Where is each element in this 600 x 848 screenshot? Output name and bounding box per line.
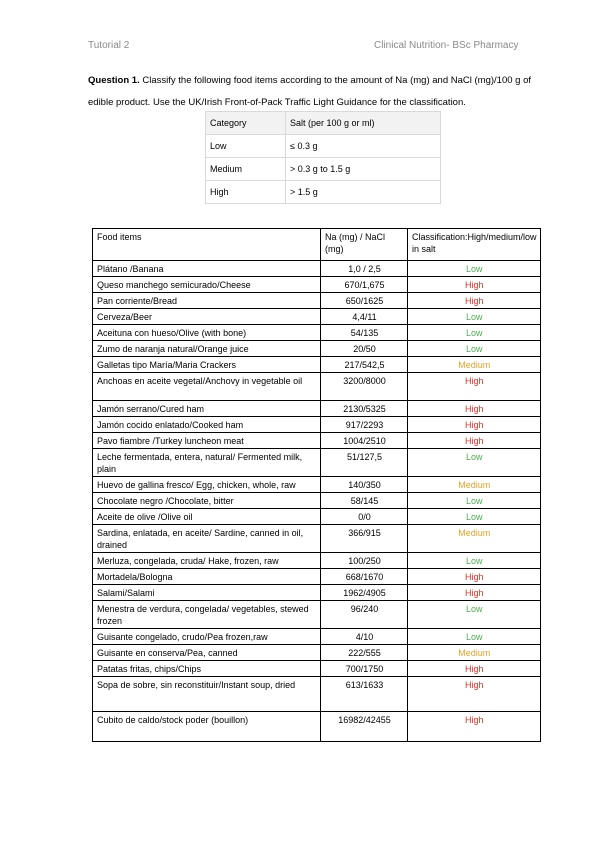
food-salt-classification: High bbox=[408, 293, 541, 309]
food-name: Galletas tipo María/Maria Crackers bbox=[93, 357, 321, 373]
guidance-category: High bbox=[206, 181, 286, 204]
food-na-nacl-value: 366/915 bbox=[321, 525, 408, 553]
food-na-nacl-value: 670/1,675 bbox=[321, 277, 408, 293]
food-row bbox=[93, 712, 541, 742]
food-na-nacl-value: 20/50 bbox=[321, 341, 408, 357]
food-row bbox=[93, 629, 541, 645]
header-right: Clinical Nutrition- BSc Pharmacy bbox=[374, 40, 519, 51]
food-na-nacl-value: 917/2293 bbox=[321, 417, 408, 433]
food-na-nacl-value: 54/135 bbox=[321, 325, 408, 341]
food-row bbox=[93, 493, 541, 509]
guidance-header-salt: Salt (per 100 g or ml) bbox=[286, 112, 441, 135]
food-row bbox=[93, 309, 541, 325]
food-salt-classification: Low bbox=[408, 493, 541, 509]
food-na-nacl-value: 1004/2510 bbox=[321, 433, 408, 449]
food-name: Menestra de verdura, congelada/ vegetables, stewed frozen bbox=[93, 601, 321, 629]
food-na-nacl-value: 650/1625 bbox=[321, 293, 408, 309]
food-name: Guisante congelado, crudo/Pea frozen,raw bbox=[93, 629, 321, 645]
food-salt-classification: Medium bbox=[408, 645, 541, 661]
food-na-nacl-value: 217/542,5 bbox=[321, 357, 408, 373]
food-row bbox=[93, 357, 541, 373]
guidance-category: Low bbox=[206, 135, 286, 158]
food-name: Guisante en conserva/Pea, canned bbox=[93, 645, 321, 661]
food-salt-classification: High bbox=[408, 433, 541, 449]
guidance-row bbox=[206, 135, 441, 158]
food-name: Patatas fritas, chips/Chips bbox=[93, 661, 321, 677]
guidance-threshold: > 1.5 g bbox=[286, 181, 441, 204]
food-na-nacl-value: 3200/8000 bbox=[321, 373, 408, 401]
food-na-nacl-value: 2130/5325 bbox=[321, 401, 408, 417]
food-salt-classification: Low bbox=[408, 341, 541, 357]
food-header-row bbox=[93, 229, 541, 261]
food-na-nacl-value: 1,0 / 2,5 bbox=[321, 261, 408, 277]
food-row bbox=[93, 417, 541, 433]
food-na-nacl-value: 1962/4905 bbox=[321, 585, 408, 601]
question-body: Classify the following food items according to the amount of Na (mg) and NaCl (mg)/100 g of edible product. Use the UK/Irish Front-of-Pack Traffic Light Guidance for the classification. bbox=[88, 75, 532, 108]
food-header-name: Food items bbox=[93, 229, 321, 261]
guidance-header-category: Category bbox=[206, 112, 286, 135]
food-salt-classification: High bbox=[408, 417, 541, 433]
food-name: Leche fermentada, entera, natural/ Fermented milk, plain bbox=[93, 449, 321, 477]
food-na-nacl-value: 96/240 bbox=[321, 601, 408, 629]
food-row bbox=[93, 509, 541, 525]
food-salt-classification: High bbox=[408, 712, 541, 742]
food-header-value: Na (mg) / NaCl (mg) bbox=[321, 229, 408, 261]
food-salt-classification: Low bbox=[408, 553, 541, 569]
food-row bbox=[93, 677, 541, 712]
food-na-nacl-value: 100/250 bbox=[321, 553, 408, 569]
food-name: Jamón cocido enlatado/Cooked ham bbox=[93, 417, 321, 433]
food-name: Pavo fiambre /Turkey luncheon meat bbox=[93, 433, 321, 449]
food-salt-classification: Medium bbox=[408, 525, 541, 553]
food-na-nacl-value: 0/0 bbox=[321, 509, 408, 525]
food-name: Aceite de olive /Olive oil bbox=[93, 509, 321, 525]
food-salt-classification: High bbox=[408, 569, 541, 585]
food-row bbox=[93, 569, 541, 585]
food-items-table bbox=[92, 228, 541, 742]
food-row bbox=[93, 341, 541, 357]
food-name: Queso manchego semicurado/Cheese bbox=[93, 277, 321, 293]
food-row bbox=[93, 325, 541, 341]
food-salt-classification: Low bbox=[408, 509, 541, 525]
food-row bbox=[93, 261, 541, 277]
food-row bbox=[93, 645, 541, 661]
guidance-threshold: > 0.3 g to 1.5 g bbox=[286, 158, 441, 181]
food-name: Sopa de sobre, sin reconstituir/Instant soup, dried bbox=[93, 677, 321, 712]
food-name: Salami/Salami bbox=[93, 585, 321, 601]
food-salt-classification: Low bbox=[408, 325, 541, 341]
guidance-category: Medium bbox=[206, 158, 286, 181]
food-na-nacl-value: 700/1750 bbox=[321, 661, 408, 677]
food-table-body bbox=[93, 229, 541, 742]
food-na-nacl-value: 613/1633 bbox=[321, 677, 408, 712]
food-name: Aceituna con hueso/Olive (with bone) bbox=[93, 325, 321, 341]
food-salt-classification: Medium bbox=[408, 357, 541, 373]
guidance-threshold: ≤ 0.3 g bbox=[286, 135, 441, 158]
food-salt-classification: Low bbox=[408, 601, 541, 629]
food-name: Huevo de gallina fresco/ Egg, chicken, whole, raw bbox=[93, 477, 321, 493]
food-row bbox=[93, 277, 541, 293]
food-name: Mortadela/Bologna bbox=[93, 569, 321, 585]
food-name: Plátano /Banana bbox=[93, 261, 321, 277]
food-row bbox=[93, 585, 541, 601]
food-na-nacl-value: 16982/42455 bbox=[321, 712, 408, 742]
food-na-nacl-value: 4,4/11 bbox=[321, 309, 408, 325]
food-name: Merluza, congelada, cruda/ Hake, frozen, raw bbox=[93, 553, 321, 569]
question-label: Question 1. bbox=[88, 75, 140, 86]
food-row bbox=[93, 525, 541, 553]
header-left: Tutorial 2 bbox=[88, 40, 130, 51]
food-row bbox=[93, 449, 541, 477]
food-header-classification: Classification:High/medium/low in salt bbox=[408, 229, 541, 261]
food-salt-classification: Low bbox=[408, 309, 541, 325]
food-salt-classification: Low bbox=[408, 629, 541, 645]
food-row bbox=[93, 373, 541, 401]
food-salt-classification: Medium bbox=[408, 477, 541, 493]
food-na-nacl-value: 222/555 bbox=[321, 645, 408, 661]
food-na-nacl-value: 51/127,5 bbox=[321, 449, 408, 477]
food-na-nacl-value: 58/145 bbox=[321, 493, 408, 509]
food-name: Jamón serrano/Cured ham bbox=[93, 401, 321, 417]
food-salt-classification: High bbox=[408, 585, 541, 601]
salt-guidance-table bbox=[205, 111, 441, 204]
food-row bbox=[93, 401, 541, 417]
food-na-nacl-value: 668/1670 bbox=[321, 569, 408, 585]
food-row bbox=[93, 601, 541, 629]
food-name: Pan corriente/Bread bbox=[93, 293, 321, 309]
food-row bbox=[93, 477, 541, 493]
food-salt-classification: High bbox=[408, 373, 541, 401]
food-salt-classification: High bbox=[408, 401, 541, 417]
food-na-nacl-value: 140/350 bbox=[321, 477, 408, 493]
food-row bbox=[93, 661, 541, 677]
guidance-row bbox=[206, 181, 441, 204]
food-row bbox=[93, 553, 541, 569]
food-salt-classification: High bbox=[408, 677, 541, 712]
food-name: Zumo de naranja natural/Orange juice bbox=[93, 341, 321, 357]
food-salt-classification: High bbox=[408, 277, 541, 293]
food-salt-classification: Low bbox=[408, 261, 541, 277]
food-salt-classification: Low bbox=[408, 449, 541, 477]
food-na-nacl-value: 4/10 bbox=[321, 629, 408, 645]
food-name: Sardina, enlatada, en aceite/ Sardine, canned in oil, drained bbox=[93, 525, 321, 553]
food-name: Cubito de caldo/stock poder (bouillon) bbox=[93, 712, 321, 742]
food-name: Anchoas en aceite vegetal/Anchovy in vegetable oil bbox=[93, 373, 321, 401]
question-text bbox=[88, 70, 558, 114]
guidance-header-row bbox=[206, 112, 441, 135]
guidance-row bbox=[206, 158, 441, 181]
food-row bbox=[93, 293, 541, 309]
food-row bbox=[93, 433, 541, 449]
food-salt-classification: High bbox=[408, 661, 541, 677]
food-name: Cerveza/Beer bbox=[93, 309, 321, 325]
food-name: Chocolate negro /Chocolate, bitter bbox=[93, 493, 321, 509]
